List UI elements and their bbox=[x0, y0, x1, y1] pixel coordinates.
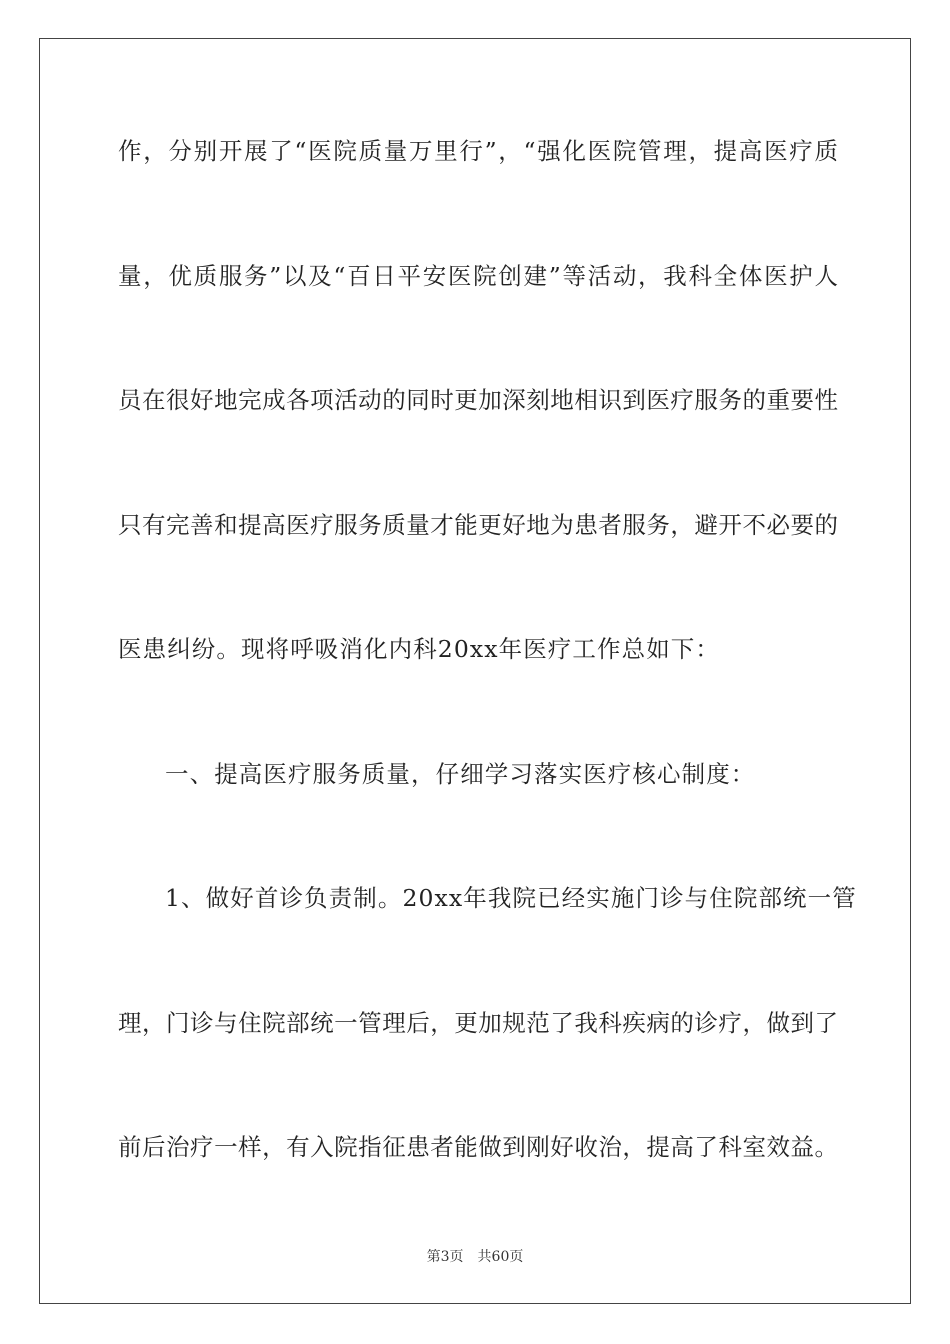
page-footer bbox=[0, 1248, 950, 1266]
page-number: 第3页 bbox=[426, 1249, 464, 1265]
page-border bbox=[39, 38, 911, 1304]
section-heading: 一、提高医疗服务质量，仔细学习落实医疗核心制度： bbox=[165, 760, 756, 788]
page-total: 共60页 bbox=[477, 1249, 524, 1265]
text-line-3: 员在很好地完成各项活动的同时更加深刻地相识到医疗服务的重要性 bbox=[118, 386, 838, 414]
text-line-4: 只有完善和提高医疗服务质量才能更好地为患者服务，避开不必要的 bbox=[118, 511, 838, 539]
text-line-2: 量，优质服务”以及“百日平安医院创建”等活动，我科全体医护人 bbox=[118, 262, 838, 290]
text-line-1: 作，分别开展了“医院质量万里行”，“强化医院管理，提高医疗质 bbox=[118, 137, 838, 165]
text-line-5: 医患纠纷。现将呼吸消化内科20xx年医疗工作总如下： bbox=[118, 635, 721, 663]
text-line-8: 理，门诊与住院部统一管理后，更加规范了我科疾病的诊疗，做到了 bbox=[118, 1009, 838, 1037]
text-line-9: 前后治疗一样，有入院指征患者能做到刚好收治，提高了科室效益。 bbox=[118, 1133, 838, 1161]
text-line-7: 1、做好首诊负责制。20xx年我院已经实施门诊与住院部统一管 bbox=[165, 884, 857, 912]
